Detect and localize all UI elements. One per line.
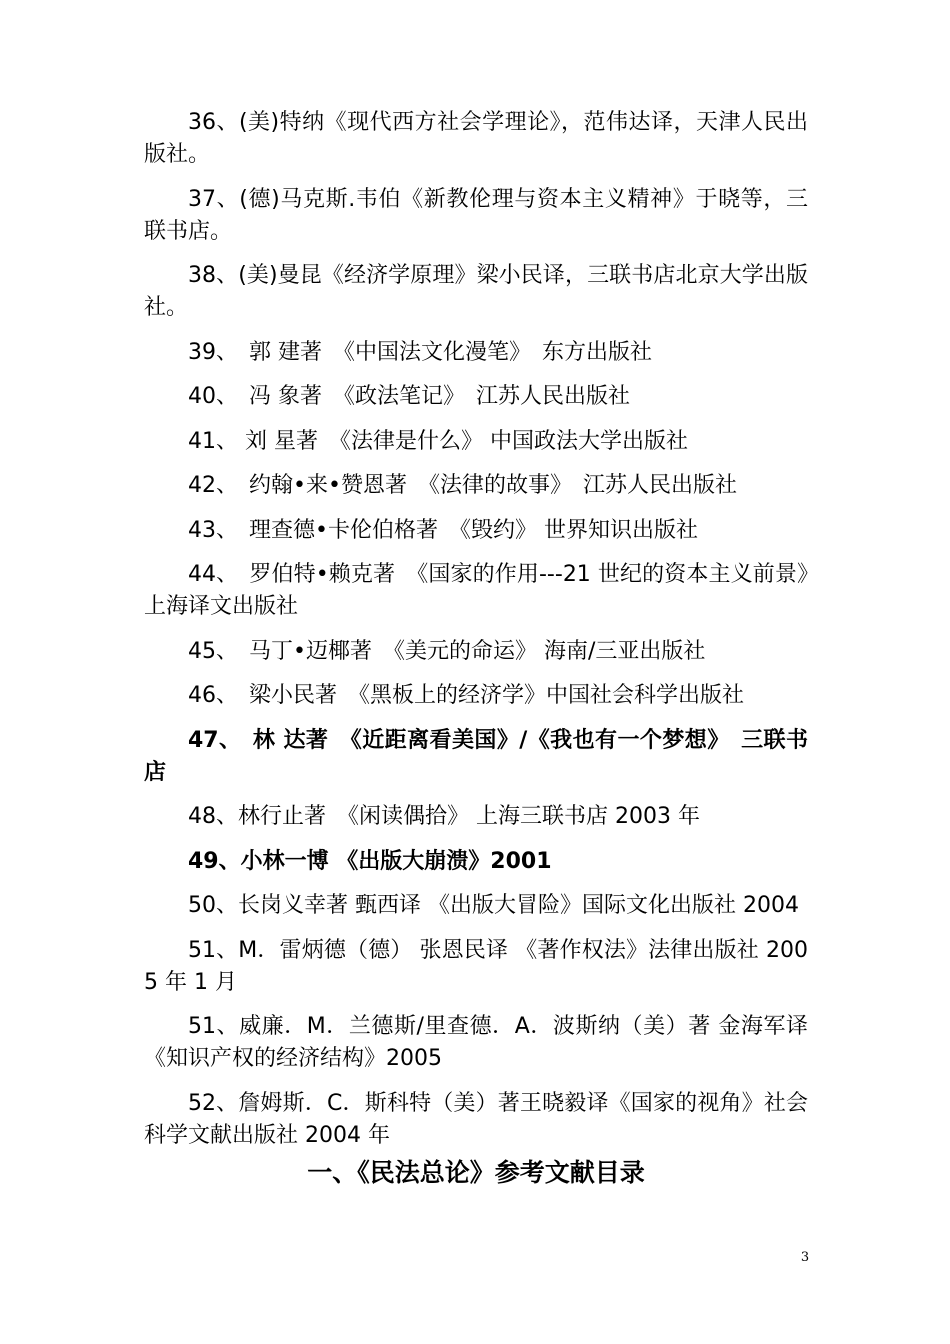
- reference-entry: 47、 林 达著 《近距离看美国》/《我也有一个梦想》 三联书店: [144, 727, 808, 785]
- reference-entry: 44、 罗伯特•赖克著 《国家的作用---21 世纪的资本主义前景》 上海译文出版社: [144, 562, 831, 619]
- reference-entry: 51、M．雷炳德（德） 张恩民译 《著作权法》法律出版社 2005 年 1 月: [144, 937, 808, 995]
- reference-entry: 36、(美)特纳《现代西方社会学理论》，范伟达译，天津人民出版社。: [144, 110, 808, 167]
- reference-entry: 46、 梁小民著 《黑板上的经济学》中国社会科学出版社: [188, 683, 744, 708]
- reference-entry: 45、 马丁•迈椰著 《美元的命运》 海南/三亚出版社: [188, 638, 706, 664]
- reference-entry: 38、(美)曼昆《经济学原理》梁小民译，三联书店北京大学出版社。: [144, 263, 808, 320]
- section-title: 一、《民法总论》参考文献目录: [307, 1158, 645, 1187]
- reference-entry: 48、林行止著 《闲读偶拾》 上海三联书店 2003 年: [188, 804, 700, 829]
- reference-entry: 39、 郭 建著 《中国法文化漫笔》 东方出版社: [188, 339, 652, 365]
- reference-entry: 50、长岗义幸著 甄西译 《出版大冒险》国际文化出版社 2004: [188, 893, 799, 918]
- reference-list: [144, 107, 831, 1164]
- reference-entry: 40、 冯 象著 《政法笔记》 江苏人民出版社: [188, 384, 630, 409]
- reference-entry: 49、小林一博 《出版大崩溃》2001: [188, 848, 552, 874]
- reference-entry: 43、 理查德•卡伦伯格著 《毁约》 世界知识出版社: [188, 517, 698, 543]
- reference-entry: 41、 刘 星著 《法律是什么》 中国政法大学出版社: [188, 428, 688, 454]
- reference-entry: 37、(德)马克斯.韦伯《新教伦理与资本主义精神》于晓等，三联书店。: [144, 186, 808, 244]
- page-number: 3: [800, 1250, 810, 1265]
- reference-entry: 51、威廉．M．兰德斯/里查德．A．波斯纳（美）著 金海军译《知识产权的经济结构》2005: [144, 1014, 808, 1071]
- reference-entry: 52、詹姆斯．C．斯科特（美）著王晓毅译《国家的视角》社会科学文献出版社 2004 年: [144, 1090, 808, 1148]
- reference-entry: 42、 约翰•来•赞恩著 《法律的故事》 江苏人民出版社: [188, 473, 737, 498]
